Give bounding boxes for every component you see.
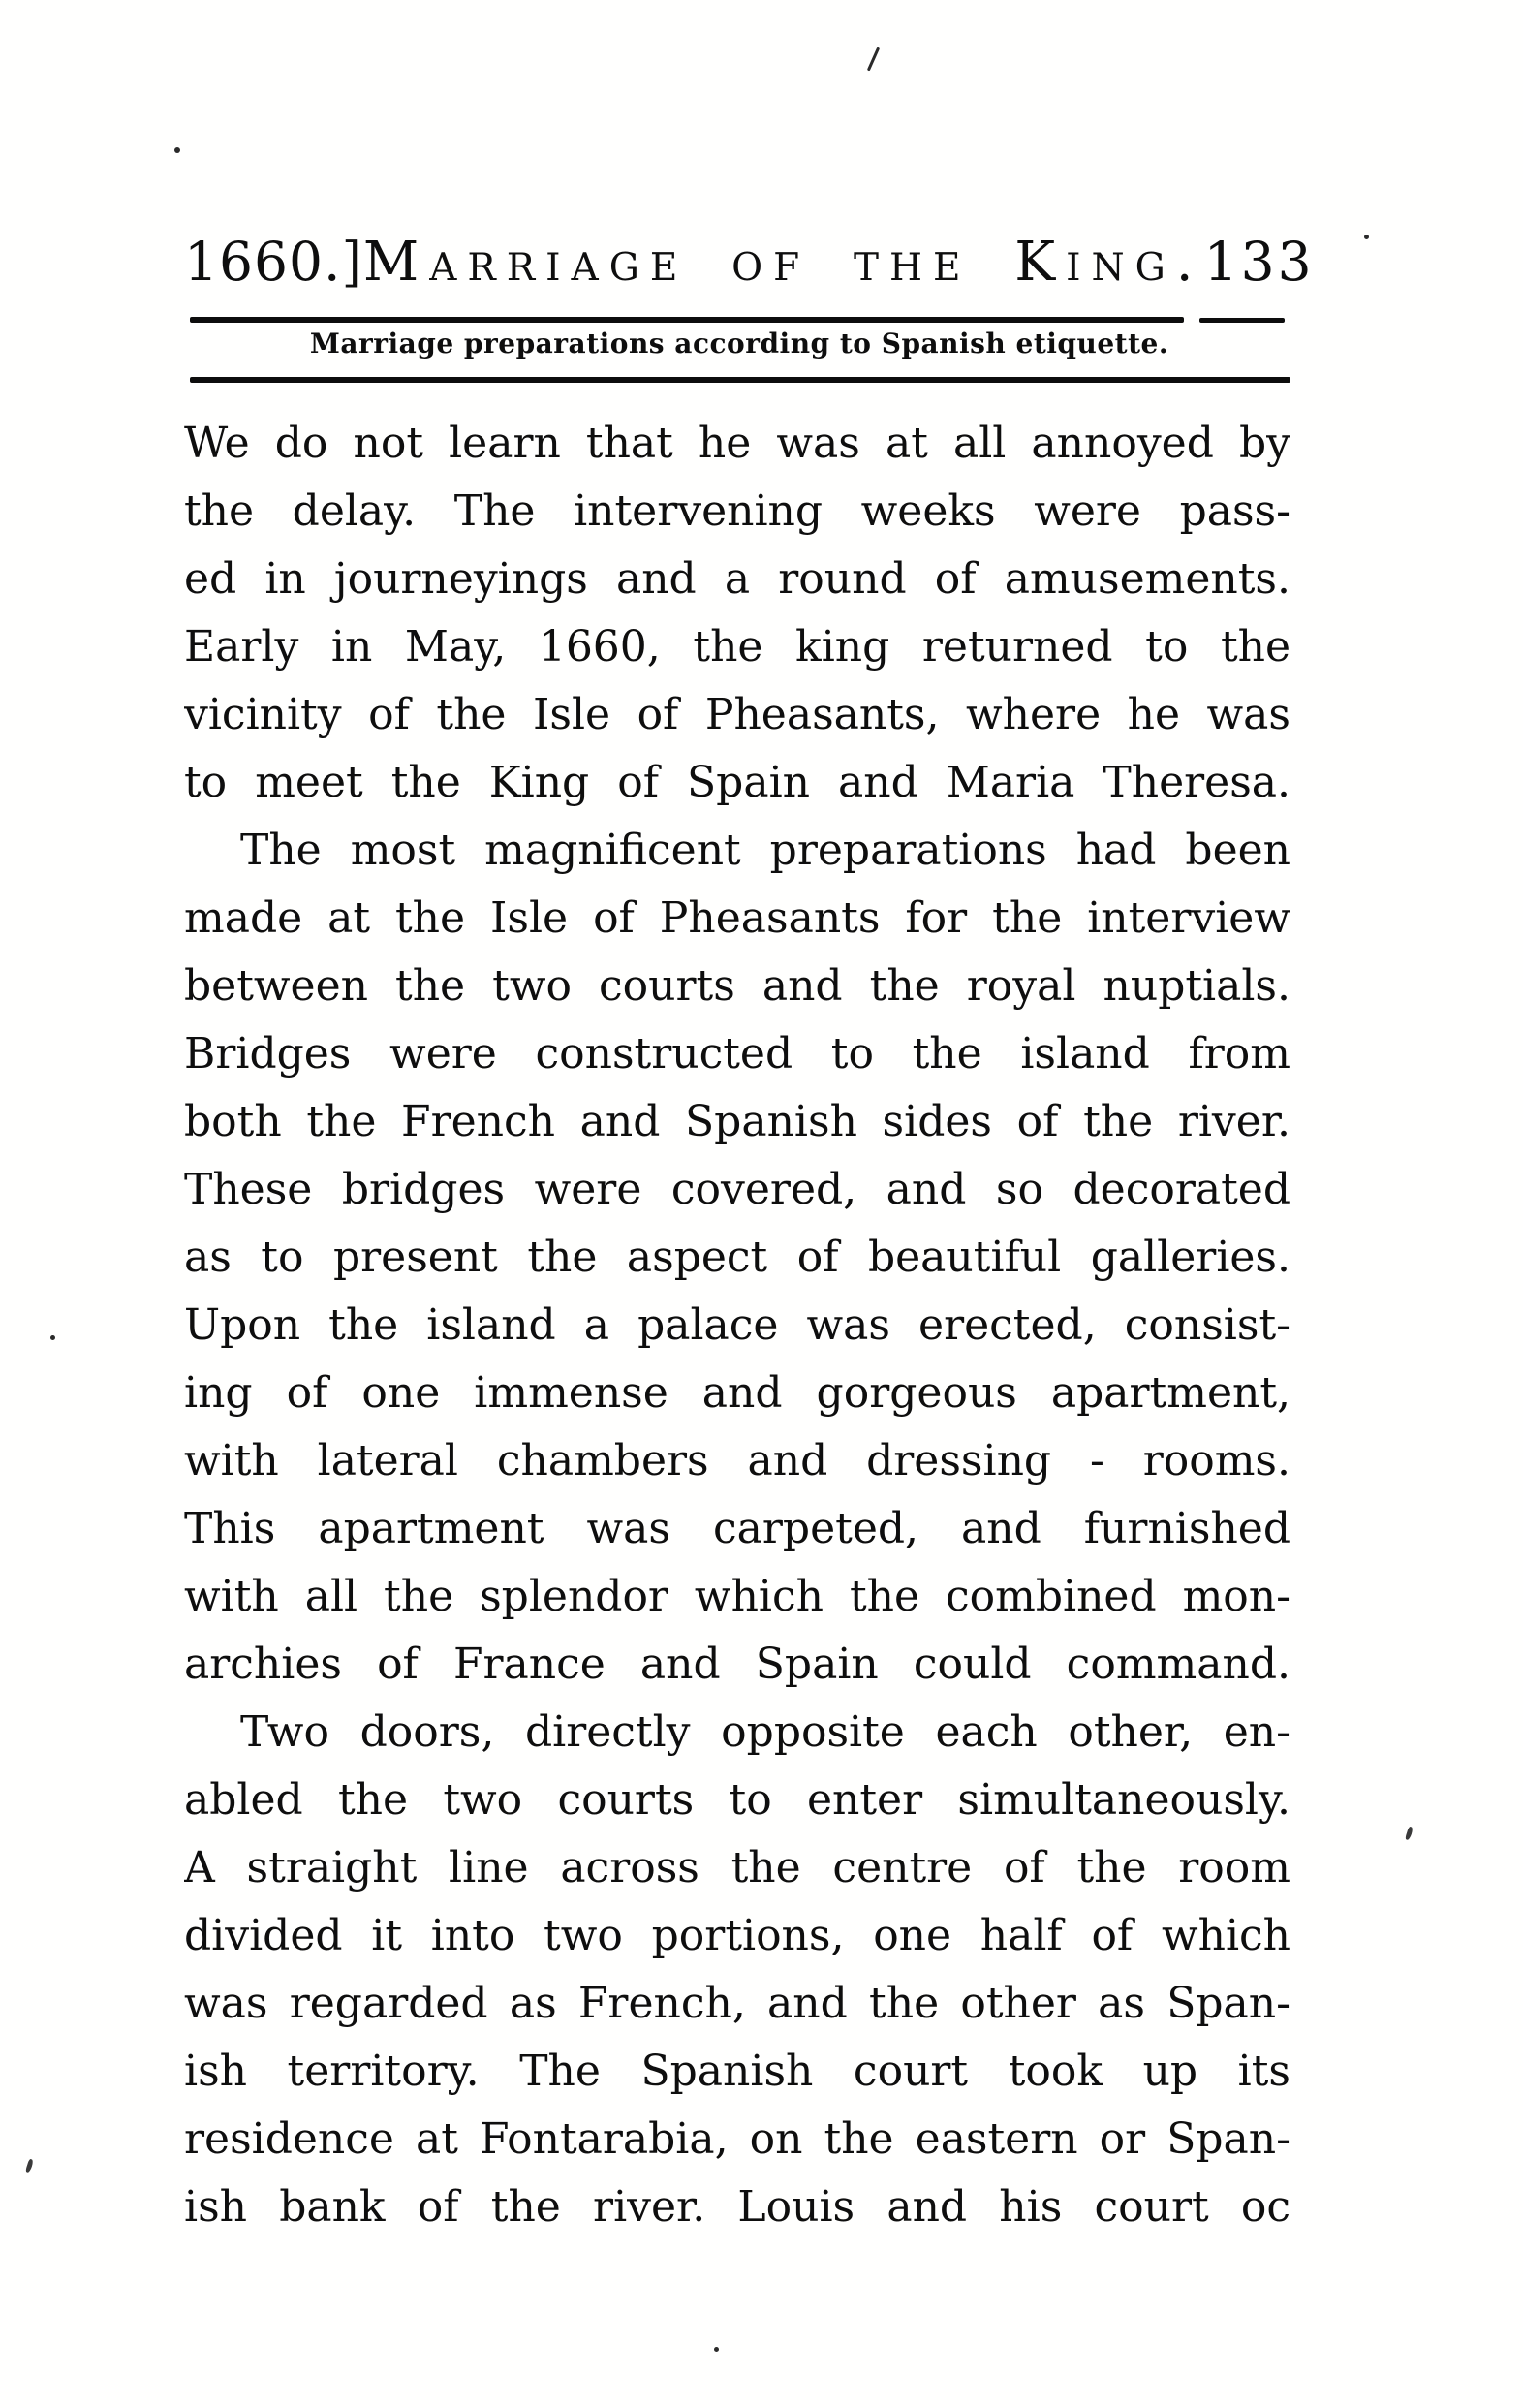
text-line: as to present the aspect of beautiful galleries. <box>184 1233 1290 1282</box>
scan-speck <box>1405 1827 1414 1841</box>
top-rule-segment <box>1199 318 1285 323</box>
text-line: residence at Fontarabia, on the eastern or Span- <box>184 2114 1290 2164</box>
scan-speck <box>50 1335 55 1340</box>
text-line: We do not learn that he was at all annoyed by <box>184 419 1290 468</box>
text-line: ed in journeyings and a round of amusements. <box>184 554 1290 604</box>
text-line: ish bank of the river. Louis and his court oc <box>184 2182 1290 2232</box>
text-line: ish territory. The Spanish court took up its <box>184 2047 1290 2096</box>
text-line: Early in May, 1660, the king returned to the <box>184 622 1290 672</box>
margin-year-label: 1660.] <box>184 231 363 293</box>
text-line: made at the Isle of Pheasants for the interview <box>184 893 1290 943</box>
text-line: The most magnificent preparations had been <box>240 826 1290 875</box>
chapter-subheading: Marriage preparations according to Spanish etiquette. <box>309 328 1169 360</box>
text-line: This apartment was carpeted, and furnished <box>184 1504 1290 1553</box>
text-line: was regarded as French, and the other as Span- <box>184 1979 1290 2028</box>
text-line: A straight line across the centre of the room <box>184 1843 1290 1892</box>
page-number: 133 <box>1203 231 1315 293</box>
text-line: Upon the island a palace was erected, consist- <box>184 1300 1290 1350</box>
text-line: vicinity of the Isle of Pheasants, where he was <box>184 690 1290 739</box>
text-line: with lateral chambers and dressing - rooms. <box>184 1436 1290 1485</box>
text-line: divided it into two portions, one half of which <box>184 1911 1290 1960</box>
text-line: Two doors, directly opposite each other, en- <box>240 1707 1290 1757</box>
body-text <box>184 410 1290 2241</box>
scan-speck <box>1364 235 1369 239</box>
scan-speck <box>25 2159 34 2173</box>
scan-speck <box>714 2347 719 2352</box>
text-line: both the French and Spanish sides of the river. <box>184 1097 1290 1146</box>
text-line: abled the two courts to enter simultaneously. <box>184 1775 1290 1825</box>
text-line: to meet the King of Spain and Maria Theresa. <box>184 758 1290 807</box>
text-line: ing of one immense and gorgeous apartment, <box>184 1368 1290 1418</box>
text-line: between the two courts and the royal nuptials. <box>184 961 1290 1011</box>
text-line: the delay. The intervening weeks were pass- <box>184 486 1290 536</box>
text-line: with all the splendor which the combined mon- <box>184 1572 1290 1621</box>
scan-speck <box>174 147 180 153</box>
text-line: These bridges were covered, and so decorated <box>184 1165 1290 1214</box>
top-rule <box>190 317 1184 323</box>
bottom-rule <box>190 377 1290 383</box>
running-head <box>184 231 1315 294</box>
page-title: Marriage of the King. <box>362 231 1204 294</box>
scan-speck <box>867 47 880 72</box>
text-line: Bridges were constructed to the island from <box>184 1029 1290 1079</box>
text-line: archies of France and Spain could command. <box>184 1640 1290 1689</box>
